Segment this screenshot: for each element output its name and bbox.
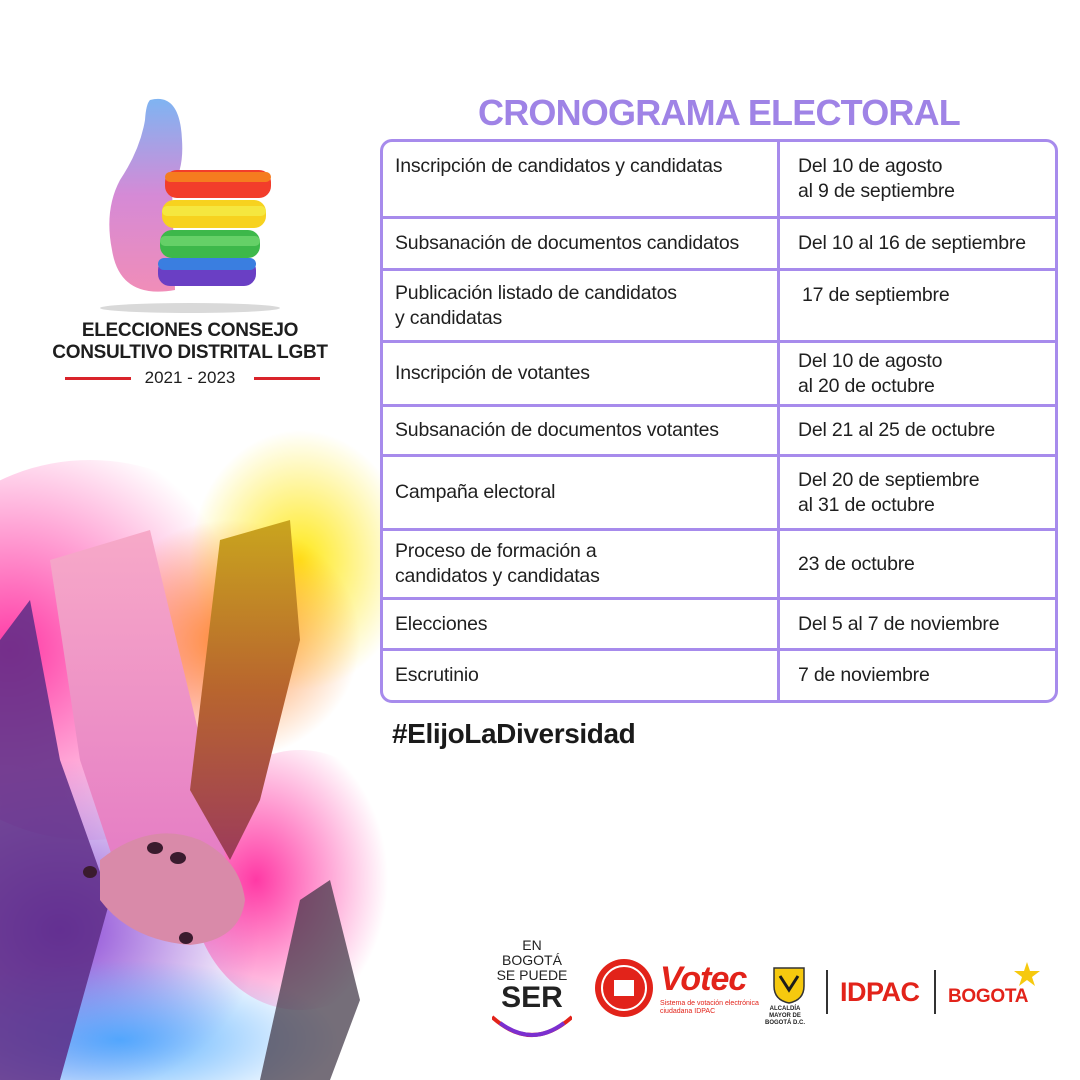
schedule-title: CRONOGRAMA ELECTORAL (478, 92, 960, 133)
campaign-line1: EN (522, 937, 542, 953)
bogota-crest-icon (772, 966, 806, 1004)
date-cell: 23 de octubre (798, 552, 915, 575)
date-cell: Del 10 al 16 de septiembre (798, 232, 1026, 254)
campaign-line3: SE PUEDE (496, 967, 568, 983)
date-cell: Del 10 de agosto al 9 de septiembre (798, 155, 955, 202)
table-row (383, 597, 1055, 648)
date-cell: 17 de septiembre (802, 284, 950, 306)
activity-cell: Proceso de formación a candidatos y candidatas (383, 531, 780, 597)
votec-name: Votec (660, 960, 747, 998)
activity-cell: Inscripción de votantes (383, 343, 780, 404)
red-divider (254, 377, 320, 380)
activity-cell: Escrutinio (383, 651, 780, 700)
alcaldia-label: ALCALDÍA MAYOR DE BOGOTÁ D.C. (765, 1006, 805, 1026)
rainbow-smile-icon (492, 1013, 572, 1043)
table-row (383, 268, 1055, 340)
activity-cell: Subsanación de documentos candidatos (383, 219, 780, 268)
schedule-table (380, 139, 1058, 703)
table-row (383, 404, 1055, 454)
red-divider (65, 377, 131, 380)
campaign-line2: BOGOTÁ (502, 952, 562, 968)
date-cell: Del 21 al 25 de octubre (798, 419, 996, 441)
logo-title-line1: ELECCIONES CONSEJO (81, 320, 299, 341)
table-row (383, 216, 1055, 268)
activity-cell: Subsanación de documentos votantes (383, 407, 780, 454)
date-cell: 7 de noviembre (798, 664, 930, 686)
activity-cell: Publicación listado de candidatos y candidatas (383, 271, 780, 340)
votec-logo-icon (594, 958, 658, 1022)
logo-years-text: 2021 - 2023 (144, 368, 236, 387)
divider (934, 970, 936, 1014)
table-row (383, 142, 1055, 216)
date-cell: Del 10 de agosto al 20 de octubre (798, 349, 943, 397)
bogota-logo: BOGOTA (948, 986, 1029, 1007)
divider (826, 970, 828, 1014)
activity-cell: Inscripción de candidatos y candidatas (383, 142, 780, 216)
campaign-line4: SER (501, 981, 563, 1014)
table-row (383, 454, 1055, 528)
date-cell: Del 5 al 7 de noviembre (798, 612, 1000, 635)
star-icon (1012, 960, 1042, 988)
logo-years (60, 368, 320, 388)
thumbs-up-rainbow-icon (100, 99, 280, 313)
date-cell: Del 20 de septiembre al 31 de octubre (798, 468, 980, 516)
table-row (383, 528, 1055, 597)
logo-title (40, 320, 340, 364)
hashtag: #ElijoLaDiversidad (392, 718, 636, 749)
table-row (383, 648, 1055, 700)
activity-cell: Campaña electoral (383, 457, 780, 528)
campaign-logo (492, 938, 572, 1046)
table-row (383, 340, 1055, 404)
votec-subtitle: Sistema de votación electrónica ciudadana IDPAC (660, 1000, 759, 1015)
idpac-logo: IDPAC (840, 977, 920, 1007)
activity-cell: Elecciones (383, 600, 780, 648)
logo-title-line2: CONSULTIVO DISTRITAL LGBT (52, 342, 328, 363)
